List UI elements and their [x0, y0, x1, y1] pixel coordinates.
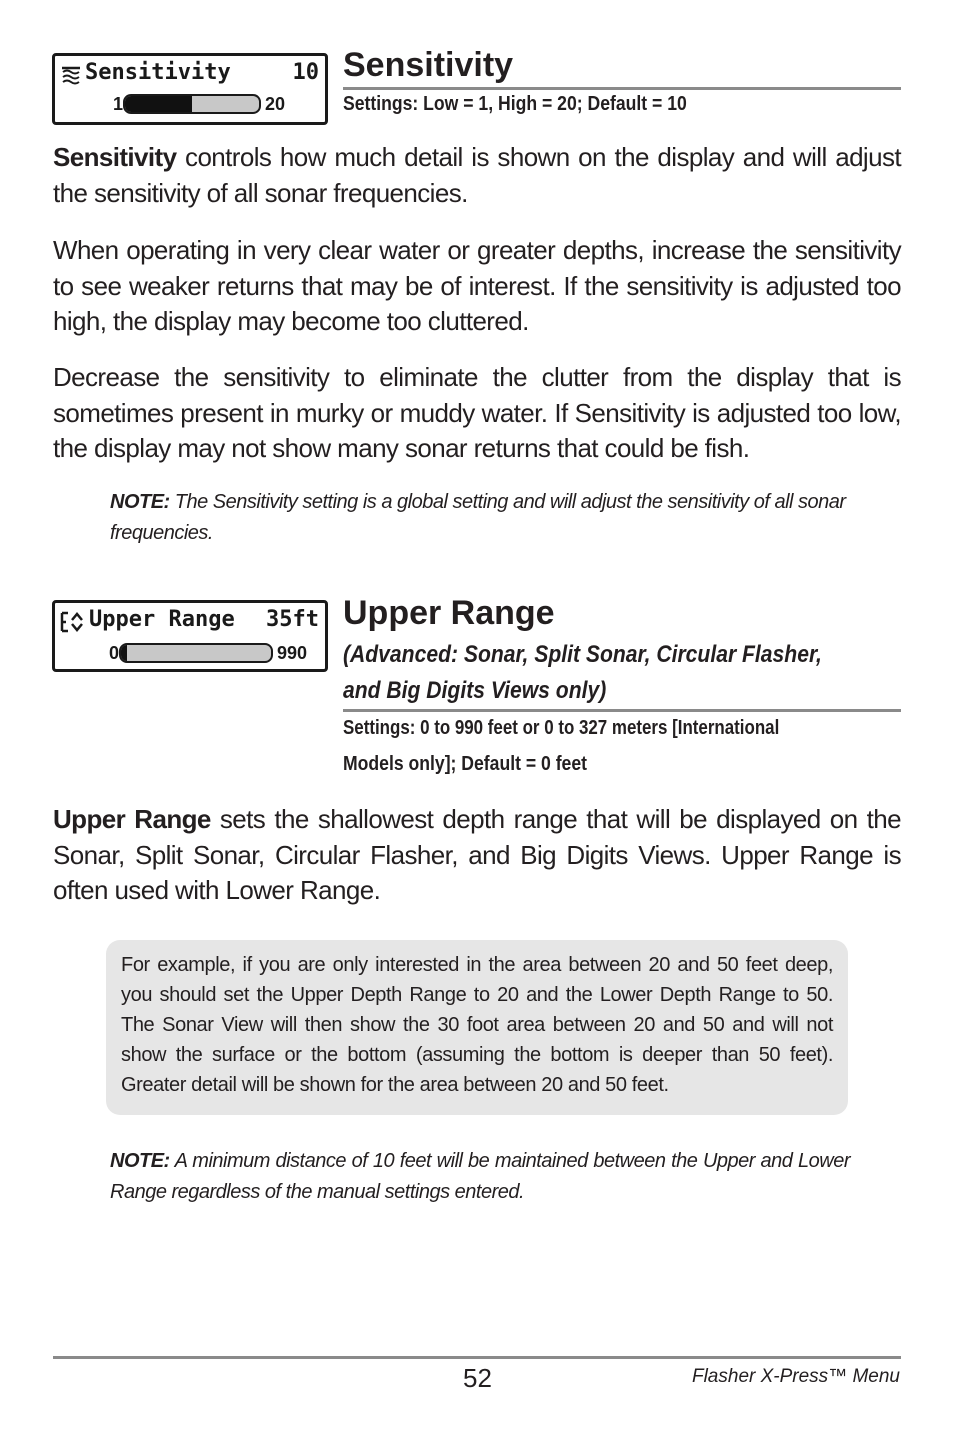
sensitivity-term: Sensitivity: [53, 142, 177, 172]
upper-range-widget-max: 990: [277, 643, 308, 663]
sensitivity-widget-value: 10: [292, 60, 319, 85]
sonar-waves-icon: [61, 65, 81, 85]
page-number: 52: [463, 1363, 492, 1393]
upper-range-paragraph-1: [53, 802, 901, 909]
upper-range-slider-fill: [121, 645, 127, 661]
sensitivity-paragraph-3: Decrease the sensitivity to eliminate the clutter from the display that is sometimes present in murky or muddy water. If Sensitivity is adjusted too low, the display may not show many sonar returns that could be fish.: [53, 362, 901, 463]
sensitivity-slider[interactable]: [123, 94, 261, 114]
sensitivity-paragraph-2: When operating in very clear water or greater depths, increase the sensitivity to see weaker returns that may be of interest. If the sensitivity is adjusted too high, the display may become too cluttered.: [53, 235, 901, 336]
upper-range-settings-2: Models only]; Default = 0 feet: [343, 753, 587, 775]
upper-range-heading: Upper Range: [343, 594, 555, 632]
range-arrows-icon: [60, 611, 86, 633]
sensitivity-slider-fill: [125, 96, 192, 112]
upper-range-widget-min: 0: [109, 643, 120, 663]
upper-range-note: [110, 1146, 850, 1208]
sensitivity-menu-widget: [52, 53, 328, 125]
sensitivity-note-text: The Sensitivity setting is a global setting and will adjust the sensitivity of all sonar frequencies.: [110, 491, 846, 544]
sensitivity-widget-label: Sensitivity: [85, 60, 231, 85]
sensitivity-settings: Settings: Low = 1, High = 20; Default = 10: [343, 93, 687, 115]
sensitivity-heading-rule: [343, 87, 901, 90]
upper-range-settings-1: Settings: 0 to 990 feet or 0 to 327 meters [International: [343, 717, 780, 739]
footer-rule: [53, 1356, 901, 1359]
sensitivity-widget-min: 1: [113, 94, 124, 114]
sensitivity-paragraph-1-text: controls how much detail is shown on the display and will adjust the sensitivity of all sonar frequencies.: [53, 142, 901, 208]
upper-range-heading-rule: [343, 709, 901, 712]
upper-range-widget-value: 35ft: [266, 607, 319, 632]
upper-range-widget-label: Upper Range: [89, 607, 235, 632]
sensitivity-widget-max: 20: [265, 94, 286, 114]
footer-section-title: Flasher X-Press™ Menu: [691, 1366, 900, 1387]
upper-range-menu-widget: [52, 600, 328, 672]
note-label: NOTE:: [110, 1150, 170, 1172]
sensitivity-note: [110, 487, 855, 549]
sensitivity-paragraph-1: [53, 140, 901, 211]
upper-range-term: Upper Range: [53, 804, 211, 834]
upper-range-subtitle-2: and Big Digits Views only): [343, 677, 607, 704]
upper-range-paragraph-1-text: sets the shallowest depth range that will be displayed on the Sonar, Split Sonar, Circular Flasher, and Big Digits Views. Upper Range is often used with Lower Range.: [53, 804, 902, 905]
upper-range-slider[interactable]: [119, 643, 273, 663]
upper-range-note-text: A minimum distance of 10 feet will be maintained between the Upper and Lower Range regardless of the manual settings entered.: [110, 1150, 850, 1203]
example-callout-text: For example, if you are only interested in the area between 20 and 50 feet deep, you should set the Upper Depth Range to 20 and the Lower Depth Range to 50. The Sonar View will then show the 30 foot area between 20 and 50 and will not show the surface or the bottom (assuming the bottom is deeper than 50 feet). Greater detail will be shown for the area between 20 and 50 feet.: [121, 954, 833, 1096]
note-label: NOTE:: [110, 491, 170, 513]
sensitivity-heading: Sensitivity: [343, 46, 514, 84]
upper-range-subtitle-1: (Advanced: Sonar, Split Sonar, Circular Flasher,: [343, 641, 822, 668]
